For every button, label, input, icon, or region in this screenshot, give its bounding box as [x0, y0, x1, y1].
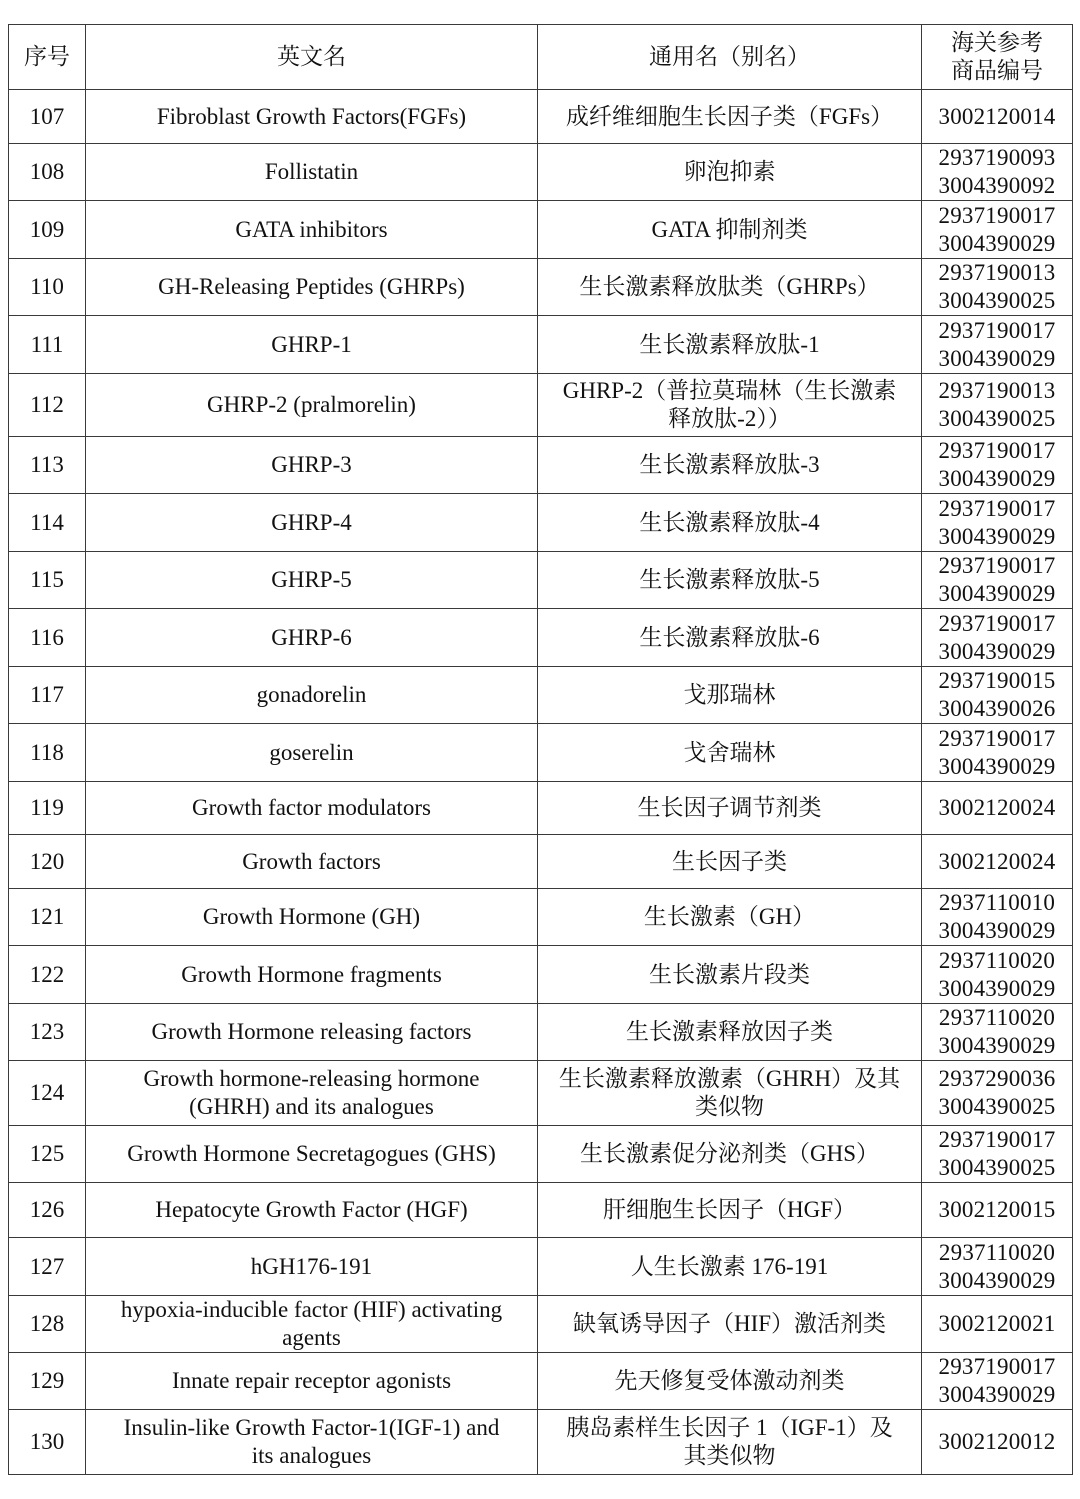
cell-common-name-line: 生长激素释放肽-1 [639, 331, 820, 357]
table-row [9, 552, 1073, 609]
cell-customs-code-line: 3004390029 [938, 466, 1056, 491]
cell-english-name [86, 494, 538, 552]
table-row [9, 437, 1073, 494]
cell-customs-code [922, 889, 1073, 946]
cell-english-name-line: Hepatocyte Growth Factor (HGF) [155, 1197, 468, 1222]
cell-customs-code-line: 2937190093 [938, 145, 1056, 170]
cell-common-name [538, 1296, 922, 1353]
cell-common-name [538, 1410, 922, 1475]
cell-customs-code-line: 3004390025 [938, 1155, 1056, 1180]
cell-customs-code [922, 835, 1073, 889]
table-row [9, 374, 1073, 437]
cell-customs-code [922, 1238, 1073, 1296]
cell-customs-code-line: 2937190013 [938, 378, 1056, 403]
cell-customs-code-line: 3004390029 [938, 1267, 1056, 1293]
table-row [9, 724, 1073, 782]
substance-table [8, 24, 1073, 1475]
cell-no: 124 [9, 1061, 86, 1126]
cell-customs-code-line: 2937190017 [938, 1127, 1056, 1152]
cell-customs-code-line: 3004390029 [938, 230, 1056, 256]
cell-english-name-line: Growth Hormone releasing factors [151, 1019, 472, 1044]
cell-common-name [538, 144, 922, 201]
cell-english-name [86, 782, 538, 835]
cell-english-name [86, 724, 538, 782]
cell-english-name [86, 316, 538, 374]
cell-customs-code-line: 2937110020 [938, 1239, 1056, 1265]
cell-no: 130 [9, 1410, 86, 1475]
cell-english-name [86, 201, 538, 259]
cell-common-name-line: 生长激素释放肽-5 [639, 567, 820, 592]
cell-common-name-line: 生长激素释放肽-3 [639, 452, 820, 477]
cell-no: 127 [9, 1238, 86, 1296]
cell-no: 123 [9, 1004, 86, 1061]
cell-english-name-line: GH-Releasing Peptides (GHRPs) [158, 274, 465, 299]
table-row [9, 201, 1073, 259]
cell-customs-code [922, 1296, 1073, 1353]
cell-common-name-line: 生长激素释放肽类（GHRPs） [579, 274, 880, 299]
cell-customs-code [922, 1004, 1073, 1061]
header-customs-code-line1: 海关参考 [951, 30, 1043, 55]
cell-customs-code-line: 3004390029 [938, 638, 1056, 664]
table-row [9, 1296, 1073, 1353]
header-no: 序号 [9, 25, 86, 90]
cell-common-name-line: 人生长激素 176-191 [630, 1253, 829, 1279]
cell-common-name [538, 609, 922, 667]
cell-common-name [538, 1238, 922, 1296]
table-row [9, 1183, 1073, 1238]
cell-no: 118 [9, 724, 86, 782]
cell-english-name-line: GHRP-4 [271, 509, 352, 535]
cell-customs-code-line: 3004390029 [938, 1033, 1056, 1058]
cell-customs-code-line: 2937190013 [938, 260, 1056, 285]
cell-customs-code [922, 552, 1073, 609]
cell-common-name [538, 724, 922, 782]
table-row [9, 667, 1073, 724]
cell-common-name [538, 835, 922, 889]
cell-english-name-line: Fibroblast Growth Factors(FGFs) [156, 103, 467, 129]
cell-customs-code-line: 3002120015 [938, 1197, 1056, 1222]
cell-english-name-line: GHRP-6 [271, 624, 352, 650]
cell-no: 121 [9, 889, 86, 946]
cell-english-name [86, 90, 538, 144]
cell-customs-code-line: 3004390025 [938, 406, 1056, 431]
cell-english-name-line: GHRP-2 (pralmorelin) [207, 392, 416, 417]
cell-common-name-line: 肝细胞生长因子（HGF） [602, 1197, 856, 1222]
cell-customs-code [922, 374, 1073, 437]
header-row [9, 25, 1073, 90]
header-common-name: 通用名（别名） [538, 25, 922, 90]
cell-common-name-line: 卵泡抑素 [683, 159, 776, 184]
cell-customs-code-line: 2937110020 [938, 1005, 1056, 1030]
cell-common-name-line: 生长激素促分泌剂类（GHS） [579, 1141, 879, 1166]
cell-common-name [538, 782, 922, 835]
cell-common-name [538, 494, 922, 552]
cell-no: 119 [9, 782, 86, 835]
cell-customs-code [922, 144, 1073, 201]
cell-customs-code-line: 3004390092 [938, 173, 1056, 198]
cell-customs-code [922, 1183, 1073, 1238]
cell-no: 120 [9, 835, 86, 889]
cell-customs-code [922, 609, 1073, 667]
cell-english-name-line: Growth factor modulators [192, 795, 431, 820]
cell-customs-code [922, 437, 1073, 494]
cell-customs-code [922, 724, 1073, 782]
cell-common-name-line: 缺氧诱导因子（HIF）激活剂类 [572, 1311, 887, 1336]
cell-common-name-line: 类似物 [695, 1094, 764, 1119]
cell-english-name-line: hGH176-191 [250, 1253, 373, 1279]
cell-english-name-line: GHRP-1 [271, 331, 352, 357]
table-row [9, 90, 1073, 144]
cell-customs-code-line: 2937190017 [938, 202, 1056, 228]
cell-no: 111 [9, 316, 86, 374]
cell-english-name [86, 552, 538, 609]
cell-english-name [86, 374, 538, 437]
cell-no: 107 [9, 90, 86, 144]
cell-common-name [538, 374, 922, 437]
cell-english-name [86, 946, 538, 1004]
cell-common-name [538, 316, 922, 374]
cell-customs-code-line: 3002120021 [938, 1311, 1056, 1336]
cell-english-name [86, 1238, 538, 1296]
cell-common-name-line: 生长激素释放肽-6 [639, 624, 820, 650]
cell-english-name [86, 1296, 538, 1353]
cell-no: 113 [9, 437, 86, 494]
cell-common-name [538, 889, 922, 946]
cell-common-name-line: 生长激素片段类 [649, 961, 810, 987]
cell-customs-code-line: 2937190017 [938, 725, 1056, 751]
table-row [9, 1061, 1073, 1126]
cell-common-name-line: 先天修复受体激动剂类 [614, 1368, 845, 1393]
table-row [9, 1238, 1073, 1296]
cell-english-name [86, 144, 538, 201]
cell-common-name-line: 生长激素释放激素（GHRH）及其 [558, 1066, 901, 1091]
cell-common-name [538, 1126, 922, 1183]
cell-customs-code-line: 2937110020 [938, 947, 1056, 973]
cell-english-name [86, 667, 538, 724]
cell-english-name-line: Follistatin [264, 159, 359, 184]
cell-english-name [86, 889, 538, 946]
cell-english-name [86, 1183, 538, 1238]
table-row [9, 1004, 1073, 1061]
cell-customs-code-line: 3004390026 [938, 696, 1056, 721]
cell-english-name-line: Growth factors [242, 848, 381, 874]
cell-common-name [538, 667, 922, 724]
table-row [9, 1410, 1073, 1475]
cell-customs-code-line: 3004390029 [938, 918, 1056, 943]
cell-customs-code-line: 3002120012 [938, 1429, 1056, 1454]
cell-common-name-line: 戈舍瑞林 [683, 739, 776, 765]
cell-english-name-line: hypoxia-inducible factor (HIF) activating [120, 1297, 503, 1322]
table-body [9, 90, 1073, 1475]
cell-english-name-line: GHRP-3 [271, 452, 352, 477]
cell-no: 129 [9, 1353, 86, 1410]
cell-customs-code-line: 2937190015 [938, 668, 1056, 693]
cell-no: 109 [9, 201, 86, 259]
cell-customs-code-line: 2937190017 [938, 610, 1056, 636]
cell-customs-code-line: 3004390029 [938, 581, 1056, 606]
cell-english-name-line: Growth hormone-releasing hormone [143, 1066, 480, 1091]
cell-common-name-line: 释放肽-2）） [668, 406, 791, 431]
cell-customs-code-line: 3004390025 [938, 1094, 1056, 1119]
cell-customs-code-line: 3002120024 [938, 795, 1056, 820]
cell-common-name-line: 其类似物 [683, 1443, 776, 1468]
cell-customs-code-line: 3004390025 [938, 288, 1056, 313]
cell-customs-code [922, 1061, 1073, 1126]
cell-common-name-line: 生长因子调节剂类 [637, 795, 822, 820]
cell-english-name-line: Growth Hormone (GH) [202, 904, 421, 929]
table-row [9, 1353, 1073, 1410]
table-row [9, 609, 1073, 667]
cell-customs-code [922, 782, 1073, 835]
cell-no: 110 [9, 259, 86, 316]
cell-customs-code-line: 3004390029 [938, 345, 1056, 371]
cell-english-name-line: GHRP-5 [271, 567, 352, 592]
cell-customs-code-line: 3002120014 [938, 103, 1056, 129]
cell-no: 112 [9, 374, 86, 437]
cell-common-name-line: 生长激素释放因子类 [626, 1019, 833, 1044]
cell-english-name [86, 437, 538, 494]
header-customs-code-line2: 商品编号 [951, 58, 1043, 83]
cell-english-name [86, 1061, 538, 1126]
table-row [9, 144, 1073, 201]
cell-customs-code-line: 3002120024 [938, 848, 1056, 874]
cell-no: 116 [9, 609, 86, 667]
cell-english-name-line: its analogues [251, 1443, 372, 1468]
cell-customs-code-line: 2937290036 [938, 1066, 1056, 1091]
cell-english-name-line: GATA inhibitors [235, 216, 388, 242]
cell-english-name [86, 609, 538, 667]
cell-no: 108 [9, 144, 86, 201]
cell-common-name-line: GHRP-2（普拉莫瑞林（生长激素 [562, 378, 897, 403]
cell-no: 126 [9, 1183, 86, 1238]
table-row [9, 316, 1073, 374]
cell-common-name-line: 生长激素释放肽-4 [639, 509, 820, 535]
table-row [9, 494, 1073, 552]
cell-customs-code [922, 316, 1073, 374]
cell-customs-code-line: 3004390029 [938, 523, 1056, 549]
cell-no: 115 [9, 552, 86, 609]
cell-customs-code [922, 1126, 1073, 1183]
cell-no: 117 [9, 667, 86, 724]
cell-english-name-line: (GHRH) and its analogues [189, 1094, 434, 1119]
cell-english-name [86, 835, 538, 889]
cell-customs-code-line: 2937190017 [938, 1354, 1056, 1379]
cell-common-name [538, 259, 922, 316]
cell-customs-code [922, 667, 1073, 724]
cell-customs-code [922, 946, 1073, 1004]
cell-common-name-line: 胰岛素样生长因子 1（IGF-1）及 [566, 1415, 893, 1440]
cell-common-name [538, 1183, 922, 1238]
cell-english-name [86, 259, 538, 316]
table-row [9, 889, 1073, 946]
cell-english-name [86, 1126, 538, 1183]
cell-english-name-line: goserelin [269, 739, 354, 765]
table-row [9, 259, 1073, 316]
cell-common-name [538, 90, 922, 144]
cell-english-name [86, 1353, 538, 1410]
cell-english-name-line: Growth Hormone fragments [181, 961, 442, 987]
cell-customs-code-line: 2937190017 [938, 495, 1056, 521]
cell-customs-code-line: 3004390029 [938, 753, 1056, 779]
cell-english-name-line: Innate repair receptor agonists [171, 1368, 452, 1393]
table-row [9, 835, 1073, 889]
cell-common-name [538, 437, 922, 494]
cell-customs-code [922, 201, 1073, 259]
cell-no: 128 [9, 1296, 86, 1353]
cell-customs-code [922, 90, 1073, 144]
cell-common-name [538, 201, 922, 259]
cell-english-name-line: gonadorelin [256, 682, 367, 707]
table-row [9, 946, 1073, 1004]
cell-customs-code-line: 2937190017 [938, 438, 1056, 463]
cell-no: 122 [9, 946, 86, 1004]
cell-common-name-line: 生长激素（GH） [643, 904, 816, 929]
cell-customs-code [922, 259, 1073, 316]
cell-common-name [538, 1353, 922, 1410]
cell-customs-code [922, 1410, 1073, 1475]
cell-english-name [86, 1410, 538, 1475]
cell-customs-code-line: 3004390029 [938, 1382, 1056, 1407]
cell-no: 114 [9, 494, 86, 552]
table-row [9, 1126, 1073, 1183]
cell-english-name [86, 1004, 538, 1061]
cell-common-name-line: 成纤维细胞生长因子类（FGFs） [565, 103, 894, 129]
cell-customs-code [922, 1353, 1073, 1410]
cell-customs-code-line: 3004390029 [938, 975, 1056, 1001]
cell-no: 125 [9, 1126, 86, 1183]
cell-common-name-line: 戈那瑞林 [683, 682, 776, 707]
header-english-name: 英文名 [86, 25, 538, 90]
cell-customs-code-line: 2937110010 [938, 890, 1056, 915]
cell-common-name [538, 1004, 922, 1061]
cell-common-name [538, 946, 922, 1004]
cell-english-name-line: agents [282, 1325, 341, 1350]
cell-common-name [538, 552, 922, 609]
cell-customs-code [922, 494, 1073, 552]
table-row [9, 782, 1073, 835]
cell-english-name-line: Growth Hormone Secretagogues (GHS) [127, 1141, 496, 1166]
header-customs-code [922, 25, 1073, 90]
cell-common-name [538, 1061, 922, 1126]
cell-common-name-line: GATA 抑制剂类 [651, 216, 808, 242]
cell-customs-code-line: 2937190017 [938, 553, 1056, 578]
cell-customs-code-line: 2937190017 [938, 317, 1056, 343]
cell-common-name-line: 生长因子类 [672, 848, 787, 874]
cell-english-name-line: Insulin-like Growth Factor-1(IGF-1) and [123, 1415, 500, 1440]
